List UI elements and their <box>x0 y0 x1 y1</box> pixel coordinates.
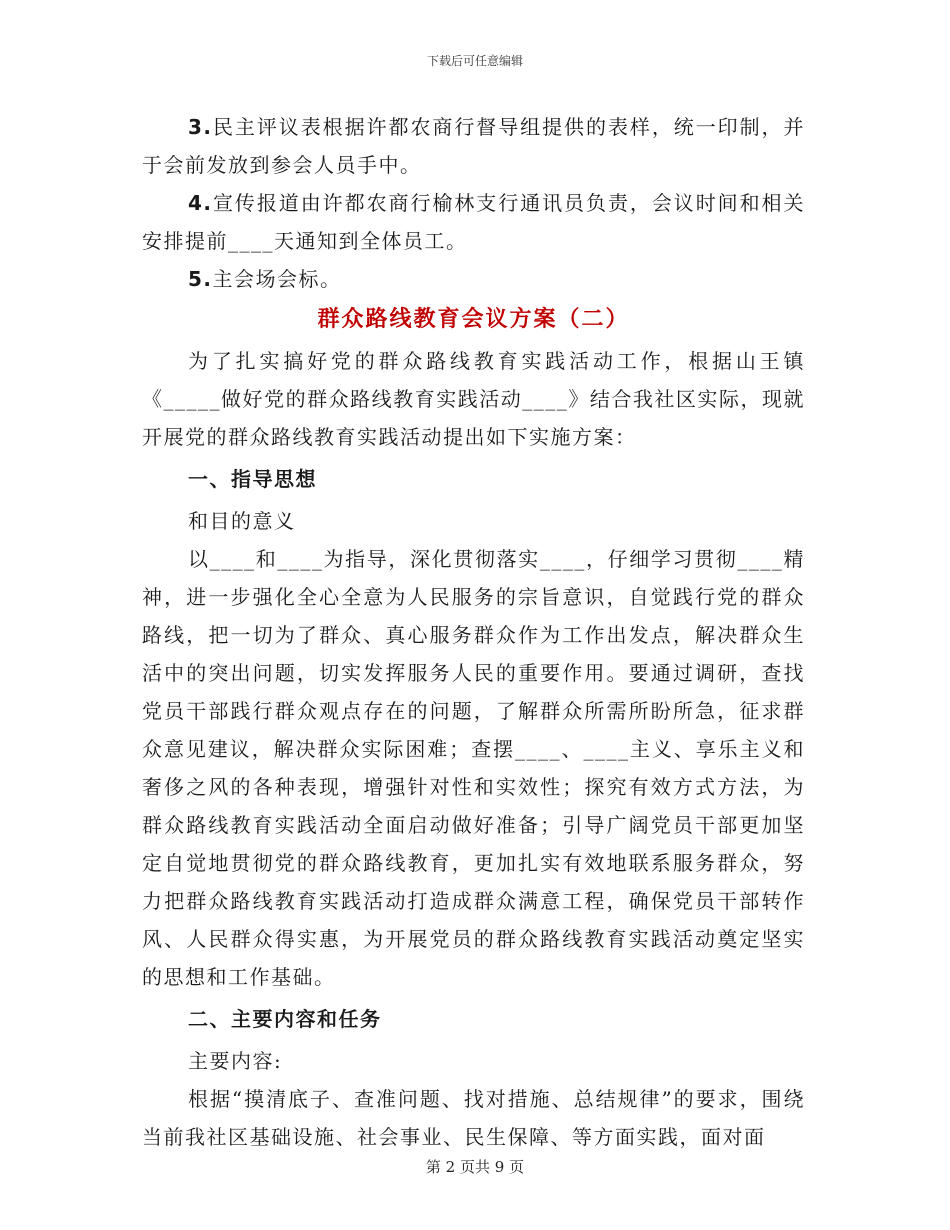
list-text: 宣传报道由许都农商行榆林支行通讯员负责，会议时间和相关安排提前____天通知到全体员工。 <box>142 191 805 253</box>
heading-guiding-thought: 一、指导思想 <box>188 467 317 491</box>
heading-main-content: 二、主要内容和任务 <box>188 1007 382 1031</box>
list-item-3 <box>142 108 805 184</box>
list-item-4 <box>142 184 805 260</box>
document-body <box>142 108 805 1156</box>
subheading-main-content: 主要内容: <box>188 1049 283 1073</box>
list-number: 3. <box>188 115 213 139</box>
intro-paragraph: 为了扎实搞好党的群众路线教育实践活动工作，根据山王镇《_____做好党的群众路线教育实践活动____》结合我社区实际，现就开展党的群众路线教育实践活动提出如下实施方案： <box>142 349 805 449</box>
list-text: 民主评议表根据许都农商行督导组提供的表样，统一印制，并于会前发放到参会人员手中。 <box>142 115 805 177</box>
page-header: 下载后可任意编辑 <box>426 54 523 68</box>
list-text: 主会场会标。 <box>212 267 342 291</box>
section-title: 群众路线教育会议方案（二） <box>317 307 630 332</box>
list-number: 4. <box>188 191 213 215</box>
page-footer: 第 2 页共 9 页 <box>425 1158 525 1176</box>
subheading-purpose: 和目的意义 <box>188 509 296 533</box>
list-item-5 <box>142 260 805 298</box>
paragraph-main-content: 根据“摸清底子、查准问题、找对措施、总结规律”的要求，围绕当前我社区基础设施、社会事业、民生保障、等方面实践，面对面 <box>142 1087 805 1149</box>
list-number: 5. <box>188 267 213 291</box>
paragraph-guiding-thought: 以____和____为指导，深化贯彻落实____，仔细学习贯彻____精神，进一步强化全心全意为人民服务的宗旨意识，自觉践行党的群众路线，把一切为了群众、真心服务群众作为工作出发点，解决群众生活中的突出问题，切实发挥服务人民的重要作用。要通过调研，查找党员干部践行群众观点存在的问题，了解群众所需所盼所急，征求群众意见建议，解决群众实际困难；查摆____、____主义、享乐主义和奢侈之风的各种表现，增强针对性和实效性；探究有效方式方法，为群众路线教育实践活动全面启动做好准备；引导广阔党员干部更加坚定自觉地贯彻党的群众路线教育，更加扎实有效地联系服务群众，努力把群众路线教育实践活动打造成群众满意工程，确保党员干部转作风、人民群众得实惠，为开展党员的群众路线教育实践活动奠定坚实的思想和工作基础。 <box>142 547 805 989</box>
